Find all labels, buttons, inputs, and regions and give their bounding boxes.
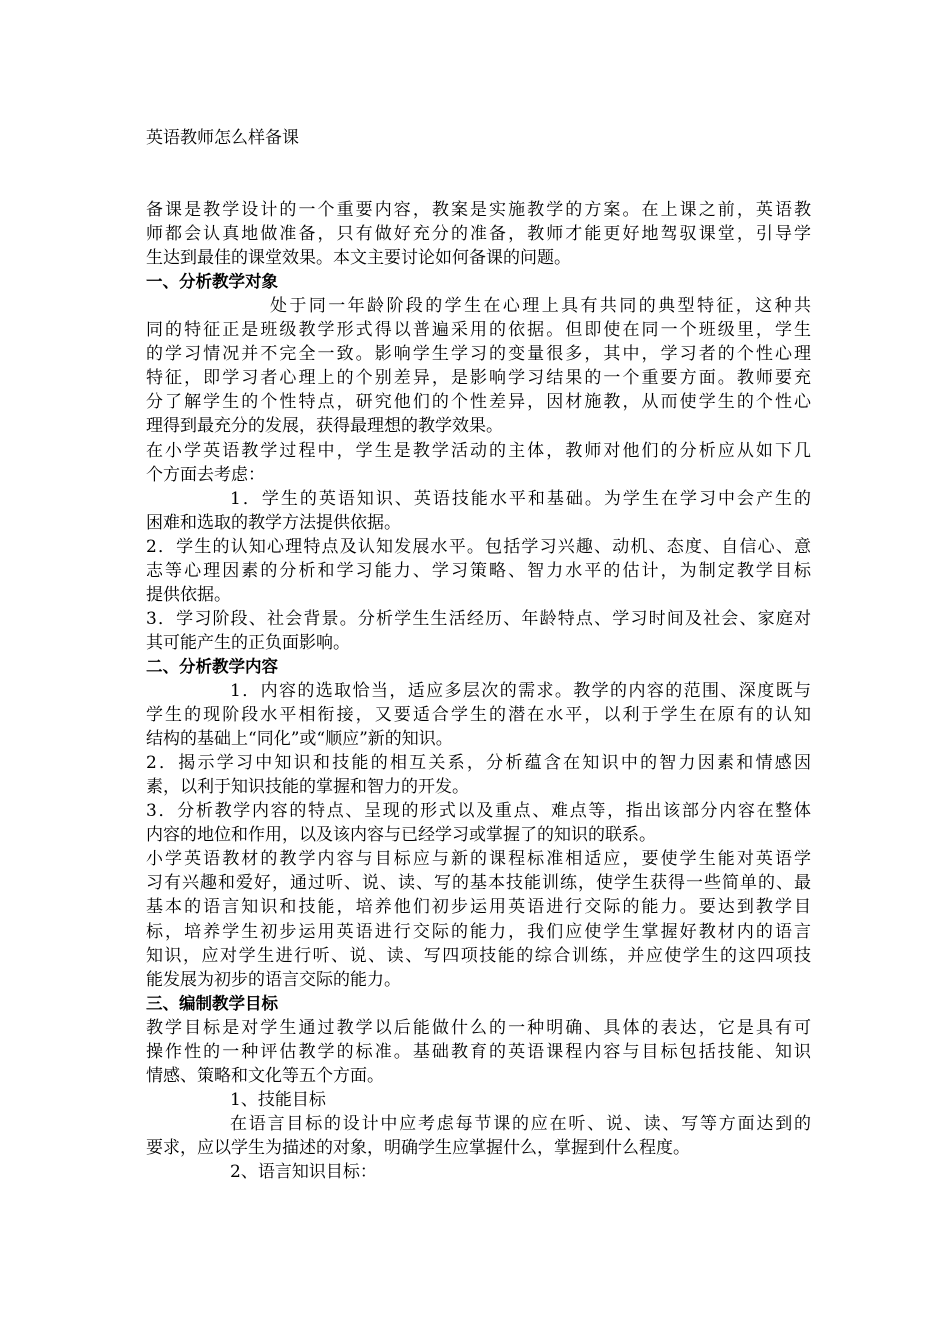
paragraph-line: 其可能产生的正负面影响。: [146, 633, 350, 653]
paragraph-line: 2．揭示学习中知识和技能的相互关系，分析蕴含在知识中的智力因素和情感因: [146, 753, 811, 773]
paragraph-line: 操作性的一种评估教学的标准。基础教育的英语课程内容与目标包括技能、知识: [146, 1042, 811, 1062]
paragraph-line: 标，培养学生初步运用英语进行交际的能力，我们应使学生掌握好教材内的语言: [146, 922, 811, 942]
paragraph-line: 小学英语教材的教学内容与目标应与新的课程标准相适应，要使学生能对英语学: [146, 849, 811, 869]
paragraph-line: 理得到最充分的发展，获得最理想的教学效果。: [146, 416, 503, 436]
paragraph-line: 备课是教学设计的一个重要内容，教案是实施教学的方案。在上课之前，英语教: [146, 200, 811, 220]
paragraph-line: 教学目标是对学生通过教学以后能做什么的一种明确、具体的表达，它是具有可: [146, 1018, 811, 1038]
paragraph-line: 在小学英语教学过程中，学生是教学活动的主体，教师对他们的分析应从如下几: [146, 441, 811, 461]
paragraph-line: 3．分析教学内容的特点、呈现的形式以及重点、难点等，指出该部分内容在整体: [146, 801, 811, 821]
paragraph-line: 学生的现阶段水平相衔接，又要适合学生的潜在水平，以利于学生在原有的认知: [146, 705, 811, 725]
paragraph-line: 基本的语言知识和技能，培养他们初步运用英语进行交际的能力。要达到教学目: [146, 897, 811, 917]
paragraph-line: 分了解学生的个性特点，研究他们的个性差异，因材施教，从而使学生的个性心: [146, 392, 811, 412]
paragraph-line: 同的特征正是班级教学形式得以普遍采用的依据。但即使在同一个班级里，学生: [146, 320, 811, 340]
document-title: 英语教师怎么样备课: [146, 128, 299, 148]
section-heading: 一、分析教学对象: [146, 272, 278, 291]
paragraph-line: 内容的地位和作用，以及该内容与已经学习或掌握了的知识的联系。: [146, 825, 656, 845]
paragraph-line: 特征，即学习者心理上的个别差异，是影响学习结果的一个重要方面。教师要充: [146, 368, 811, 388]
paragraph-line: 师都会认真地做准备，只有做好充分的准备，教师才能更好地驾驭课堂，引导学: [146, 224, 811, 244]
paragraph-line: 1、技能目标: [230, 1090, 326, 1110]
paragraph-line: 志等心理因素的分析和学习能力、学习策略、智力水平的估计，为制定教学目标: [146, 561, 811, 581]
paragraph-line: 结构的基础上“同化”或“顺应”新的知识。: [146, 729, 453, 749]
paragraph-line: 困难和选取的教学方法提供依据。: [146, 513, 401, 533]
paragraph-line: 在语言目标的设计中应考虑每节课的应在听、说、读、写等方面达到的: [230, 1114, 811, 1134]
paragraph-line: 的学习情况并不完全一致。影响学生学习的变量很多，其中，学习者的个性心理: [146, 344, 811, 364]
section-heading: 二、分析教学内容: [146, 657, 278, 676]
paragraph-line: 1．学生的英语知识、英语技能水平和基础。为学生在学习中会产生的: [230, 489, 811, 509]
paragraph-line: 素，以利于知识技能的掌握和智力的开发。: [146, 777, 469, 797]
paragraph-line: 1．内容的选取恰当，适应多层次的需求。教学的内容的范围、深度既与: [230, 681, 811, 701]
paragraph-line: 知识，应对学生进行听、说、读、写四项技能的综合训练，并应使学生的这四项技: [146, 946, 811, 966]
paragraph-line: 习有兴趣和爱好，通过听、说、读、写的基本技能训练，使学生获得一些简单的、最: [146, 873, 811, 893]
paragraph-line: 2．学生的认知心理特点及认知发展水平。包括学习兴趣、动机、态度、自信心、意: [146, 537, 811, 557]
paragraph-line: 提供依据。: [146, 585, 231, 605]
paragraph-line: 3．学习阶段、社会背景。分析学生生活经历、年龄特点、学习时间及社会、家庭对: [146, 609, 811, 629]
paragraph-line: 2、语言知识目标：: [230, 1162, 377, 1182]
paragraph-line: 处于同一年龄阶段的学生在心理上具有共同的典型特征，这种共: [270, 296, 811, 316]
paragraph-line: 情感、策略和文化等五个方面。: [146, 1066, 384, 1086]
paragraph-line: 个方面去考虑：: [146, 465, 265, 485]
paragraph-line: 生达到最佳的课堂效果。本文主要讨论如何备课的问题。: [146, 248, 571, 268]
paragraph-line: 要求，应以学生为描述的对象，明确学生应掌握什么，掌握到什么程度。: [146, 1138, 690, 1158]
paragraph-line: 能发展为初步的语言交际的能力。: [146, 970, 401, 990]
section-heading: 三、编制教学目标: [146, 994, 278, 1013]
